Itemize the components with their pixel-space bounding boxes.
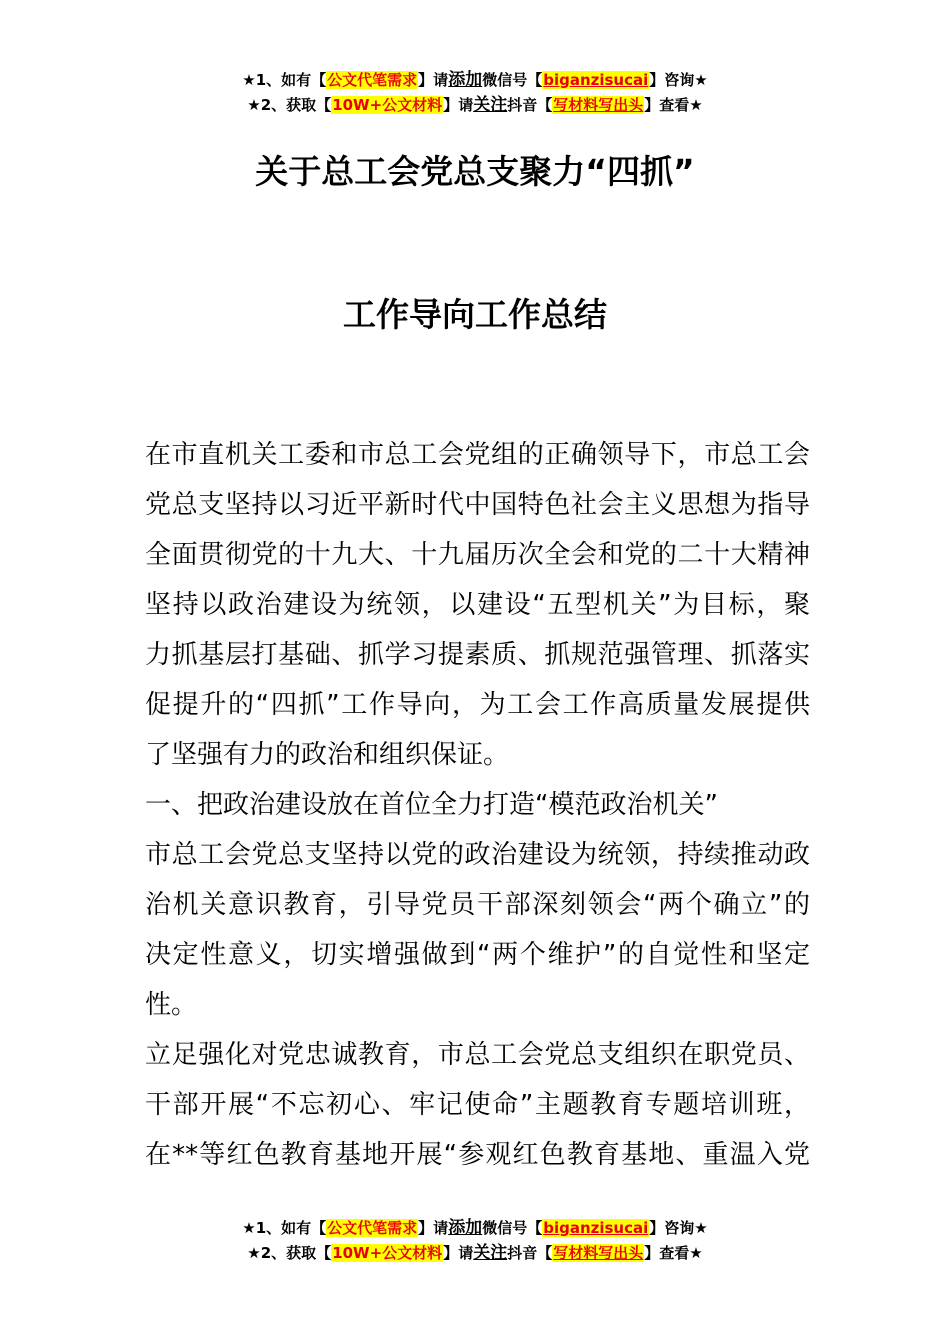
footer-banner — [0, 1216, 950, 1266]
footer-line-1-emphasis: 添加 — [448, 1218, 483, 1238]
banner-line-2-suffix: 】查看★ — [644, 96, 703, 114]
body-line: 治机关意识教育，引导党员干部深刻领会“两个确立”的 — [145, 890, 810, 920]
banner-line-1-mid: 】请 — [418, 71, 449, 89]
footer-line-2-emphasis: 关注 — [473, 1243, 508, 1263]
document-title-line-1: 关于总工会党总支聚力“四抓” — [255, 152, 695, 191]
body-line: 促提升的“四抓”工作导向，为工会工作高质量发展提供 — [145, 690, 810, 720]
footer-line-1-mid: 】请 — [418, 1219, 449, 1237]
banner-line-2 — [0, 93, 950, 118]
banner-line-1-prefix: ★1、如有【 — [242, 71, 327, 89]
body-line: 干部开展“不忘初心、牢记使命”主题教育专题培训班， — [145, 1090, 810, 1120]
banner-line-1-emphasis: 添加 — [448, 70, 483, 90]
body-line: 了坚强有力的政治和组织保证。 — [145, 740, 510, 770]
banner-line-1-mid2: 微信号【 — [482, 71, 543, 89]
body-line: 在市直机关工委和市总工会党组的正确领导下，市总工会 — [145, 440, 810, 470]
footer-line-1 — [0, 1216, 950, 1241]
header-banner — [0, 68, 950, 118]
banner-line-2-highlight-materials: 10W+公文材料 — [332, 96, 443, 114]
footer-line-2 — [0, 1241, 950, 1266]
banner-line-1 — [0, 68, 950, 93]
footer-line-2-mid2: 抖音【 — [507, 1244, 553, 1262]
body-line: 决定性意义，切实增强做到“两个维护”的自觉性和坚定 — [145, 940, 810, 970]
banner-line-2-mid2: 抖音【 — [507, 96, 553, 114]
footer-line-1-highlight-service: 公文代笔需求 — [327, 1219, 418, 1237]
body-line: 市总工会党总支坚持以党的政治建设为统领，持续推动政 — [145, 840, 810, 870]
document-title-line-2: 工作导向工作总结 — [343, 295, 607, 334]
banner-line-2-douyin-account: 写材料写出头 — [553, 96, 644, 114]
footer-line-2-suffix: 】查看★ — [644, 1244, 703, 1262]
banner-line-1-highlight-service: 公文代笔需求 — [327, 71, 418, 89]
body-line: 力抓基层打基础、抓学习提素质、抓规范强管理、抓落实 — [145, 640, 810, 670]
body-line: 坚持以政治建设为统领，以建设“五型机关”为目标，聚 — [145, 590, 810, 620]
footer-line-2-douyin-account: 写材料写出头 — [553, 1244, 644, 1262]
footer-line-2-mid: 】请 — [443, 1244, 474, 1262]
body-line: 在**等红色教育基地开展“参观红色教育基地、重温入党 — [145, 1140, 810, 1170]
footer-line-1-prefix: ★1、如有【 — [242, 1219, 327, 1237]
footer-line-2-highlight-materials: 10W+公文材料 — [332, 1244, 443, 1262]
banner-line-1-suffix: 】咨询★ — [649, 71, 708, 89]
document-body — [145, 430, 810, 1180]
banner-line-1-wechat-id: biganzisucai — [543, 71, 649, 89]
banner-line-2-prefix: ★2、获取【 — [247, 96, 332, 114]
footer-line-2-prefix: ★2、获取【 — [247, 1244, 332, 1262]
banner-line-2-emphasis: 关注 — [473, 95, 508, 115]
body-line: 党总支坚持以习近平新时代中国特色社会主义思想为指导 — [145, 490, 810, 520]
banner-line-2-mid: 】请 — [443, 96, 474, 114]
section-heading: 一、把政治建设放在首位全力打造“模范政治机关” — [145, 790, 718, 820]
body-line: 性。 — [145, 990, 198, 1020]
footer-line-1-suffix: 】咨询★ — [649, 1219, 708, 1237]
body-line: 全面贯彻党的十九大、十九届历次全会和党的二十大精神 — [145, 540, 810, 570]
body-line: 立足强化对党忠诚教育，市总工会党总支组织在职党员、 — [145, 1040, 810, 1070]
footer-line-1-wechat-id: biganzisucai — [543, 1219, 649, 1237]
footer-line-1-mid2: 微信号【 — [482, 1219, 543, 1237]
